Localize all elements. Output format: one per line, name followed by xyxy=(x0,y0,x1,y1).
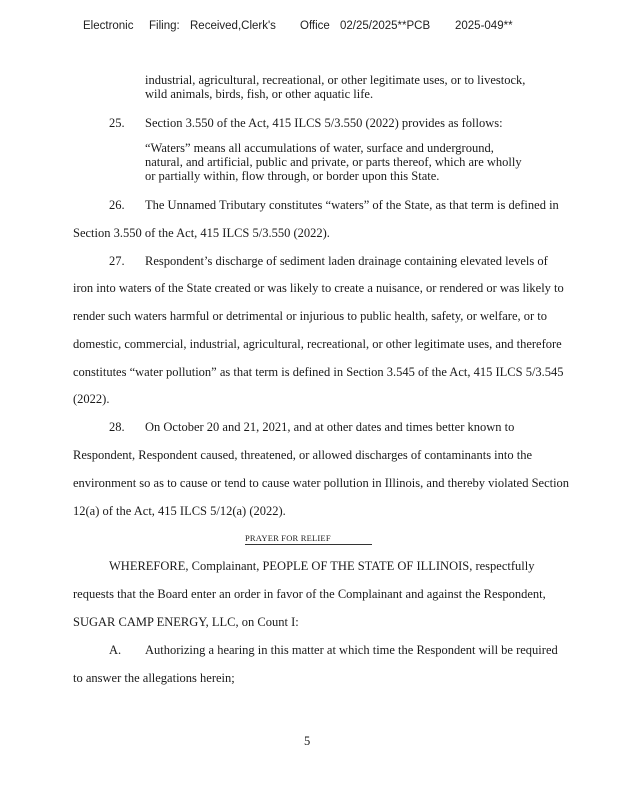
prayer-for-relief-heading: PRAYER FOR RELIEF xyxy=(245,533,331,543)
header-office: Office xyxy=(300,20,330,32)
relief-line3: SUGAR CAMP ENERGY, LLC, on Count I: xyxy=(73,615,299,629)
para26-number: 26. xyxy=(109,198,125,212)
para27-line4: domestic, commercial, industrial, agricultural, recreational, or other legitimate uses, and therefore xyxy=(73,337,562,351)
para25-quote-line2: natural, and artificial, public and private, or parts thereof, which are wholly xyxy=(145,155,522,169)
relief-item-a-label: A. xyxy=(109,643,122,657)
page-number: 5 xyxy=(304,734,311,748)
para27-line3: render such waters harmful or detrimental or injurious to public health, safety, or welfare, or to xyxy=(73,309,548,323)
para27-line2: iron into waters of the State created or was likely to create a nuisance, or rendered or was likely to xyxy=(73,281,564,295)
para27-number: 27. xyxy=(109,254,125,268)
para28-line2: Respondent, Respondent caused, threatened, or allowed discharges of contaminants into the xyxy=(73,448,533,462)
para26-line2: Section 3.550 of the Act, 415 ILCS 5/3.550 (2022). xyxy=(73,226,330,240)
header-filing: Filing: xyxy=(149,20,180,32)
para24-line2: wild animals, birds, fish, or other aquatic life. xyxy=(145,87,374,101)
para26-line1: The Unnamed Tributary constitutes “waters” of the State, as that term is defined in xyxy=(145,198,559,212)
para27-line5: constitutes “water pollution” as that term is defined in Section 3.545 of the Act, 415 ILCS 5/3.545 xyxy=(73,365,564,379)
header-received-clerks: Received,Clerk's xyxy=(190,20,276,32)
para25-number: 25. xyxy=(109,116,125,130)
para25-quote-line3: or partially within, flow through, or border upon this State. xyxy=(145,169,440,183)
header-case-number: 2025-049** xyxy=(455,20,513,32)
para28-line1: On October 20 and 21, 2021, and at other dates and times better known to xyxy=(145,420,515,434)
para25-quote-line1: “Waters” means all accumulations of water, surface and underground, xyxy=(145,141,494,155)
header-date-pcb: 02/25/2025**PCB xyxy=(340,20,431,32)
relief-item-a-line1: Authorizing a hearing in this matter at which time the Respondent will be required xyxy=(145,643,558,657)
relief-item-a-line2: to answer the allegations herein; xyxy=(73,671,235,685)
para28-number: 28. xyxy=(109,420,125,434)
relief-line1: WHEREFORE, Complainant, PEOPLE OF THE STATE OF ILLINOIS, respectfully xyxy=(109,559,535,573)
heading-underline xyxy=(245,544,372,545)
para27-line1: Respondent’s discharge of sediment laden drainage containing elevated levels of xyxy=(145,254,548,268)
para25-text: Section 3.550 of the Act, 415 ILCS 5/3.550 (2022) provides as follows: xyxy=(145,116,503,130)
header-electronic: Electronic xyxy=(83,20,134,32)
para27-line6: (2022). xyxy=(73,392,110,406)
para28-line4: 12(a) of the Act, 415 ILCS 5/12(a) (2022). xyxy=(73,504,286,518)
para24-line1: industrial, agricultural, recreational, or other legitimate uses, or to livestock, xyxy=(145,73,526,87)
para28-line3: environment so as to cause or tend to cause water pollution in Illinois, and thereby violated Section xyxy=(73,476,570,490)
relief-line2: requests that the Board enter an order in favor of the Complainant and against the Respondent, xyxy=(73,587,546,601)
